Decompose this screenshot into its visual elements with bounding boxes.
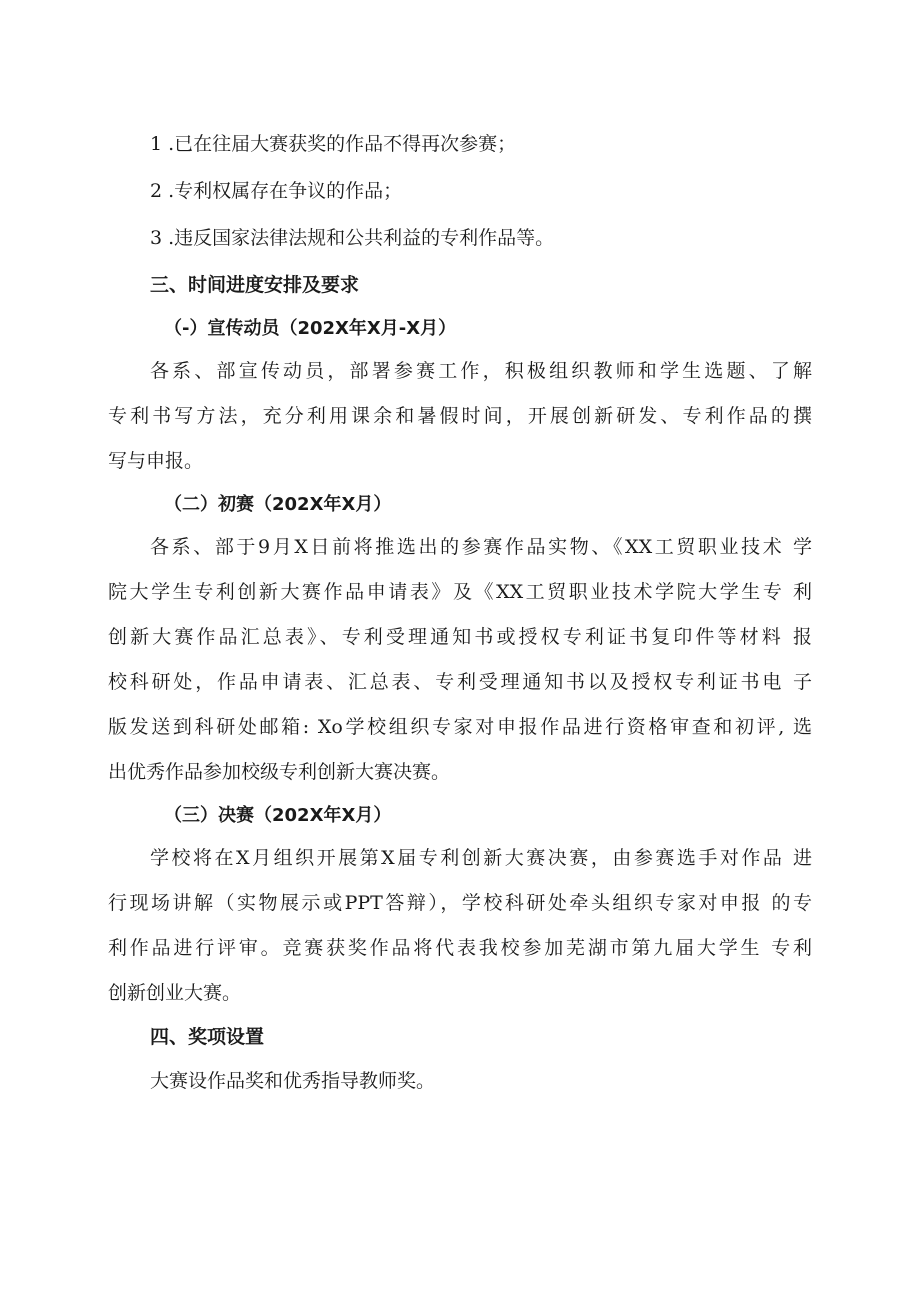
paragraph-line: 写与申报。 <box>108 450 204 472</box>
subsection-heading: （三）决赛（202X年X月） <box>164 805 392 826</box>
paragraph-line: 校科研处，作品申请表、汇总表、专利受理通知书以及授权专利证书电 子 <box>108 671 812 693</box>
paragraph <box>108 1065 812 1097</box>
list-item: 1 .已在往届大赛获奖的作品不得再次参赛； <box>150 133 517 155</box>
subsection-heading: （二）初赛（202X年X月） <box>164 494 392 515</box>
paragraph-line: 各系、部于9月X日前将推选出的参赛作品实物、《XX工贸职业技术 学 <box>150 536 812 558</box>
paragraph-line: 版发送到科研处邮箱: Xo学校组织专家对申报作品进行资格审查和初评, 选 <box>108 716 812 738</box>
paragraph <box>108 531 812 788</box>
paragraph-line: 各系、部宣传动员，部署参赛工作，积极组织教师和学生选题、了解 <box>150 360 812 382</box>
paragraph-line: 行现场讲解（实物展示或PPT答辩），学校科研处牵头组织专家对申报 的专 <box>108 892 812 914</box>
paragraph-line: 利作品进行评审。竞赛获奖作品将代表我校参加芜湖市第九届大学生 专利 <box>108 937 812 959</box>
list-item: 3 .违反国家法律法规和公共利益的专利作品等。 <box>150 227 555 249</box>
paragraph <box>108 842 812 1009</box>
paragraph-line: 出优秀作品参加校级专利创新大赛决赛。 <box>108 761 451 783</box>
paragraph <box>108 355 812 477</box>
paragraph-line: 创新大赛作品汇总表》、专利受理通知书或授权专利证书复印件等材料 报 <box>108 626 812 648</box>
paragraph-line: 学校将在X月组织开展第X届专利创新大赛决赛，由参赛选手对作品 进 <box>150 847 812 869</box>
paragraph-line: 院大学生专利创新大赛作品申请表》及《XX工贸职业技术学院大学生专 利 <box>108 581 812 603</box>
paragraph-line: 创新创业大赛。 <box>108 982 242 1004</box>
paragraph-line: 大赛设作品奖和优秀指导教师奖。 <box>150 1070 436 1092</box>
document-page <box>108 124 812 1097</box>
section-heading: 四、奖项设置 <box>150 1026 265 1048</box>
section-heading: 三、时间进度安排及要求 <box>150 274 360 296</box>
paragraph-line: 专利书写方法，充分利用课余和暑假时间，开展创新研发、专利作品的撰 <box>108 405 812 427</box>
subsection-heading: （-）宣传动员（202X年X月-X月） <box>164 318 457 339</box>
item-list <box>108 128 812 254</box>
list-item: 2 .专利权属存在争议的作品； <box>150 180 403 202</box>
